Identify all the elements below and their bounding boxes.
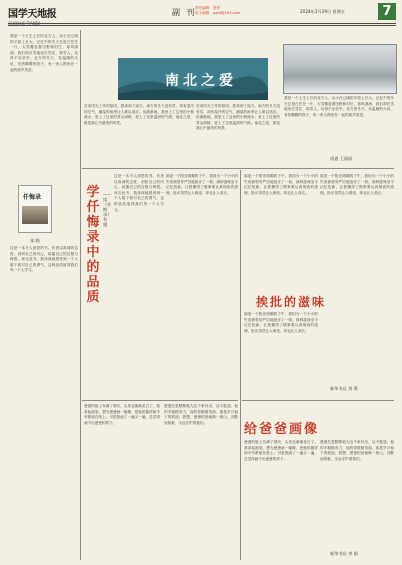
header-rule-thin [8, 25, 396, 26]
editor-info [195, 6, 270, 16]
article-text: 爸爸总是默默地为这个家付出，从不抱怨。他的手粗糙有力，他的背微微弯曲，那是岁月留下的痕迹。我想，爸爸的爱就像一座山，沉默而厚重，永远守护着我们。 [320, 440, 394, 461]
article-text: 爸爸的脸上布满了皱纹，头发也渐渐花白了。我拿起画笔，想为爸爸画一幅像，把他的慈祥和辛劳都留在纸上。可是我画了一遍又一遍，总觉得画不出爸爸的样子。 [244, 440, 318, 461]
section-divider [242, 400, 394, 401]
article-text: 这是一本令人深思的书。作者以真诚的态度，剖析自己的内心，坦露自己的过错与悔恨。读完此书，我深深地感受到一个人敢于面对自己的勇气，这种品质值得我们每一个人学习。 [10, 246, 78, 273]
dad-portrait-title: 给爸爸画像 [244, 422, 320, 437]
article-text: 后来因为工作的原因，我来到了南方。南方的冬天没有雪，却有湿冷的空气，潮湿的雨季让人难以适应。但渐渐地，我爱上了这里的小桥流水，爱上了这里的青山绿树，爱上了这里温润的气候。南北之爱，都是我心中最美的风景。 [84, 104, 194, 125]
email-line: 电子邮箱：gxtd@163.com [195, 11, 241, 15]
article-text: 我是一个土生土长的北方人，从小在辽阔的平原上长大。记忆中的冬天总是白茫茫一片，大雪覆盖着田野和村庄，寒风凛冽，我们却在雪地里打雪仗、堆雪人，玩得不亦乐乎。北方的冬天，有温暖的火炕，有热腾腾的饺子，有一家人围坐在一起的欢声笑语。 [10, 34, 78, 72]
book-cover-art [22, 206, 48, 224]
article-text: 后来因为工作的原因，我来到了南方。南方的冬天没有雪，却有湿冷的空气，潮湿的雨季让人难以适应。但渐渐地，我爱上了这里的小桥流水，爱上了这里的青山绿树，爱上了这里温润的气候。南北之爱，都是我心中最美的风景。 [196, 104, 280, 131]
editor-line: 责任编辑：蔡华 [195, 6, 221, 10]
masthead [8, 5, 70, 21]
book-cover-image [18, 185, 52, 233]
article-text: 这是一本令人深思的书。作者以真诚的态度，剖析自己的内心，坦露自己的过错与悔恨。读完此书，我深深地感受到一个人敢于面对自己的勇气，这种品质值得我们每一个人学习。 [114, 174, 164, 212]
book-review-title: 学仟悔录中的品质 [86, 185, 100, 305]
south-north-title: 南北之爱 [165, 73, 237, 89]
book-review-subtitle: ——读《仟悔录》有感 [103, 192, 112, 227]
page-number: 7 [378, 3, 396, 20]
snow-landscape-photo [283, 44, 397, 94]
date: 2024年2月29日 星期五 [300, 9, 346, 14]
masthead-title: 国学天地报 [8, 9, 57, 20]
section-label: 副 刊 [172, 8, 197, 17]
article-text: 那是一个阳光明媚的下午，我因为一个小小的失误被领导严厉地批评了一顿。那种滋味至今记忆犹新，让我懂得了做事要认真细致的道理。批评虽然让人难受，却也让人成长。 [320, 174, 394, 195]
column-divider [80, 30, 81, 560]
criticism-author: 新华书店 刘 勇 [330, 386, 358, 391]
criticism-title: 挨批的滋味 [256, 295, 327, 309]
article-text: 爸爸总是默默地为这个家付出，从不抱怨。他的手粗糙有力，他的背微微弯曲，那是岁月留下的痕迹。我想，爸爸的爱就像一座山，沉默而厚重，永远守护着我们。 [164, 404, 238, 425]
column-divider [240, 170, 241, 560]
header-rule [8, 23, 396, 24]
section-divider [82, 168, 394, 169]
book-review-author: 张 晓 [30, 238, 40, 243]
article-text: 我是一个土生土长的北方人，从小在辽阔的平原上长大。记忆中的冬天总是白茫茫一片，大雪覆盖着田野和村庄，寒风凛冽，我们却在雪地里打雪仗、堆雪人，玩得不亦乐乎。北方的冬天，有温暖的火炕，有热腾腾的饺子，有一家人围坐在一起的欢声笑语。 [284, 96, 394, 117]
article-text: 那是一个阳光明媚的下午，我因为一个小小的失误被领导严厉地批评了一顿。那种滋味至今记忆犹新，让我懂得了做事要认真细致的道理。批评虽然让人难受，却也让人成长。 [244, 174, 318, 195]
article-text: 爸爸的脸上布满了皱纹，头发也渐渐花白了。我拿起画笔，想为爸爸画一幅像，把他的慈祥和辛劳都留在纸上。可是我画了一遍又一遍，总觉得画不出爸爸的样子。 [84, 404, 160, 425]
section-divider [82, 400, 238, 401]
article-text: 那是一个阳光明媚的下午，我因为一个小小的失误被领导严厉地批评了一顿。那种滋味至今记忆犹新，让我懂得了做事要认真细致的道理。批评虽然让人难受，却也让人成长。 [244, 312, 318, 333]
article-text: 那是一个阳光明媚的下午，我因为一个小小的失误被领导严厉地批评了一顿。那种滋味至今记忆犹新，让我懂得了做事要认真细致的道理。批评虽然让人难受，却也让人成长。 [166, 174, 238, 195]
south-north-author: 南通 王丽丽 [330, 156, 353, 161]
book-cover-title: 仟悔录 [23, 194, 42, 201]
dad-portrait-author: 新华书店 李 娟 [330, 551, 358, 556]
